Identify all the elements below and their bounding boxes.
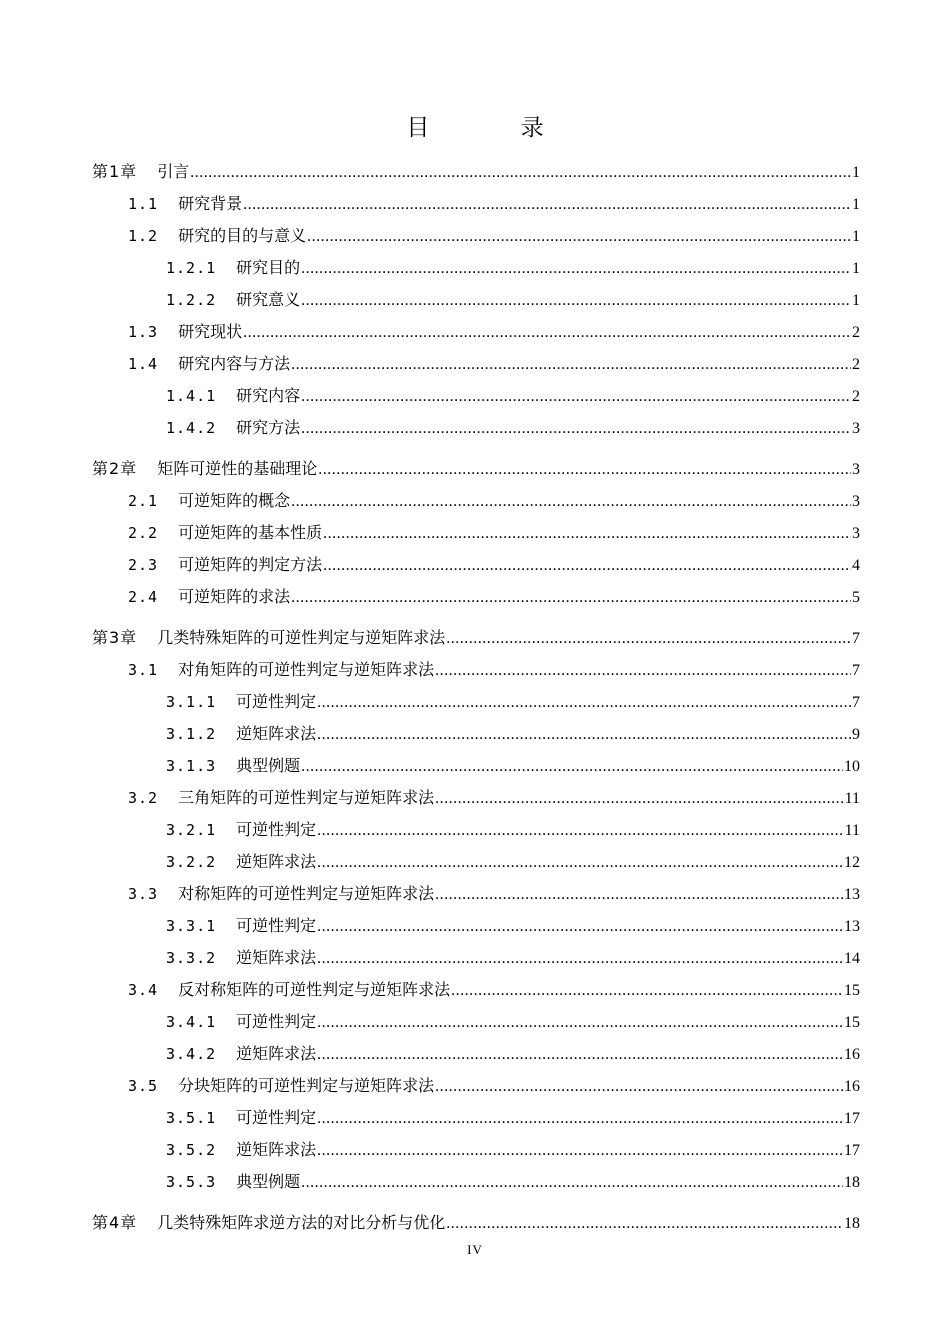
entry-number: 3.4.1 [166, 1013, 217, 1031]
toc-entry-subsection[interactable] [92, 1006, 860, 1038]
table-of-contents [92, 156, 860, 1239]
entry-page: 10 [844, 758, 860, 775]
entry-page: 3 [852, 525, 860, 542]
dot-leader [317, 1102, 843, 1135]
toc-entry-section[interactable] [92, 188, 860, 220]
entry-page: 3 [852, 461, 860, 478]
toc-entry-subsection[interactable] [92, 1102, 860, 1134]
entry-label: 研究内容与方法 [178, 354, 291, 373]
entry-label: 可逆矩阵的概念 [178, 491, 291, 510]
entry-number: 2.3 [128, 556, 159, 574]
entry-page: 15 [844, 1014, 860, 1031]
entry-page: 13 [844, 918, 860, 935]
entry-page: 18 [844, 1174, 860, 1191]
entry-label: 逆矩阵求法 [236, 1140, 317, 1159]
entry-label: 三角矩阵的可逆性判定与逆矩阵求法 [178, 788, 435, 807]
entry-number: 第3章 [92, 628, 138, 647]
dot-leader [243, 316, 851, 349]
entry-number: 3.1.2 [166, 725, 217, 743]
dot-leader [446, 1207, 843, 1240]
entry-number: 3.1.1 [166, 693, 217, 711]
toc-entry-subsection[interactable] [92, 750, 860, 782]
entry-label: 可逆性判定 [236, 1012, 317, 1031]
entry-label: 研究方法 [236, 418, 301, 437]
dot-leader [317, 910, 843, 943]
entry-number: 3.3 [128, 885, 159, 903]
toc-entry-subsection[interactable] [92, 942, 860, 974]
toc-entry-section[interactable] [92, 517, 860, 549]
dot-leader [317, 1134, 843, 1167]
entry-page: 7 [852, 694, 860, 711]
dot-leader [301, 380, 851, 413]
entry-number: 第1章 [92, 162, 138, 181]
entry-label: 对角矩阵的可逆性判定与逆矩阵求法 [178, 660, 435, 679]
entry-number: 2.4 [128, 588, 159, 606]
dot-leader [301, 750, 843, 783]
dot-leader [317, 846, 843, 879]
toc-title: 目 录 [406, 115, 586, 141]
entry-page: 1 [852, 164, 860, 181]
entry-number: 1.4 [128, 355, 159, 373]
dot-leader [291, 485, 851, 518]
entry-page: 14 [844, 950, 860, 967]
entry-label: 对称矩阵的可逆性判定与逆矩阵求法 [178, 884, 435, 903]
toc-entry-subsection[interactable] [92, 718, 860, 750]
entry-label: 可逆性判定 [236, 916, 317, 935]
entry-number: 1.2.1 [166, 259, 217, 277]
dot-leader [291, 581, 851, 614]
entry-label: 研究目的 [236, 258, 301, 277]
entry-number: 1.4.1 [166, 387, 217, 405]
entry-page: 1 [852, 260, 860, 277]
toc-entry-section[interactable] [92, 654, 860, 686]
dot-leader [318, 453, 851, 486]
entry-label: 可逆矩阵的判定方法 [178, 555, 323, 574]
toc-entry-section[interactable] [92, 782, 860, 814]
toc-entry-section[interactable] [92, 485, 860, 517]
entry-page: 3 [852, 493, 860, 510]
entry-page: 1 [852, 292, 860, 309]
toc-entry-section[interactable] [92, 549, 860, 581]
dot-leader [317, 1006, 843, 1039]
toc-entry-section[interactable] [92, 878, 860, 910]
entry-page: 11 [844, 790, 860, 807]
dot-leader [317, 942, 843, 975]
toc-entry-section[interactable] [92, 581, 860, 613]
entry-label: 典型例题 [236, 1172, 301, 1191]
entry-page: 15 [844, 982, 860, 999]
toc-entry-chapter-4[interactable] [92, 1207, 860, 1239]
entry-label: 可逆矩阵的基本性质 [178, 523, 323, 542]
entry-label: 矩阵可逆性的基础理论 [157, 459, 318, 478]
toc-entry-subsection[interactable] [92, 686, 860, 718]
dot-leader [317, 718, 851, 751]
entry-page: 2 [852, 356, 860, 373]
entry-label: 几类特殊矩阵的可逆性判定与逆矩阵求法 [157, 628, 446, 647]
toc-entry-subsection[interactable] [92, 252, 860, 284]
entry-number: 第2章 [92, 459, 138, 478]
dot-leader [435, 654, 851, 687]
entry-number: 3.1.3 [166, 757, 217, 775]
dot-leader [317, 814, 843, 847]
entry-label: 分块矩阵的可逆性判定与逆矩阵求法 [178, 1076, 435, 1095]
entry-label: 可逆矩阵的求法 [178, 587, 291, 606]
entry-page: 3 [852, 420, 860, 437]
entry-page: 7 [852, 630, 860, 647]
entry-label: 可逆性判定 [236, 1108, 317, 1127]
toc-entry-subsection[interactable] [92, 1166, 860, 1198]
entry-page: 7 [852, 662, 860, 679]
entry-number: 1.2 [128, 227, 159, 245]
entry-label: 研究现状 [178, 322, 243, 341]
dot-leader [291, 348, 851, 381]
entry-page: 16 [844, 1046, 860, 1063]
dot-leader [301, 284, 851, 317]
dot-leader [190, 156, 851, 189]
dot-leader [435, 1070, 843, 1103]
entry-label: 逆矩阵求法 [236, 852, 317, 871]
entry-number: 3.2 [128, 789, 159, 807]
entry-number: 第4章 [92, 1213, 138, 1232]
dot-leader [307, 220, 851, 253]
entry-number: 3.2.1 [166, 821, 217, 839]
dot-leader [317, 686, 851, 719]
dot-leader [301, 252, 851, 285]
toc-entry-chapter-3[interactable] [92, 622, 860, 654]
entry-number: 1.2.2 [166, 291, 217, 309]
entry-label: 引言 [157, 162, 190, 181]
entry-label: 逆矩阵求法 [236, 724, 317, 743]
entry-number: 3.3.2 [166, 949, 217, 967]
entry-number: 2.1 [128, 492, 159, 510]
toc-entry-subsection[interactable] [92, 910, 860, 942]
dot-leader [243, 188, 851, 221]
toc-entry-chapter-1[interactable] [92, 156, 860, 188]
entry-page: 4 [852, 557, 860, 574]
entry-number: 3.1 [128, 661, 159, 679]
entry-page: 1 [852, 196, 860, 213]
entry-label: 可逆性判定 [236, 692, 317, 711]
entry-page: 9 [852, 726, 860, 743]
entry-page: 13 [844, 886, 860, 903]
dot-leader [317, 1038, 843, 1071]
entry-number: 3.4.2 [166, 1045, 217, 1063]
toc-entry-subsection[interactable] [92, 380, 860, 412]
entry-label: 逆矩阵求法 [236, 948, 317, 967]
dot-leader [301, 412, 851, 445]
entry-label: 可逆性判定 [236, 820, 317, 839]
entry-number: 3.5.1 [166, 1109, 217, 1127]
toc-entry-subsection[interactable] [92, 1038, 860, 1070]
entry-page: 2 [852, 388, 860, 405]
entry-label: 研究背景 [178, 194, 243, 213]
entry-number: 1.3 [128, 323, 159, 341]
entry-number: 3.3.1 [166, 917, 217, 935]
toc-entry-section[interactable] [92, 316, 860, 348]
toc-entry-subsection[interactable] [92, 846, 860, 878]
entry-label: 逆矩阵求法 [236, 1044, 317, 1063]
entry-page: 11 [844, 822, 860, 839]
entry-page: 2 [852, 324, 860, 341]
dot-leader [435, 782, 843, 815]
entry-page: 12 [844, 854, 860, 871]
page-footer-number: IV [467, 1242, 483, 1257]
dot-leader [301, 1166, 843, 1199]
toc-entry-subsection[interactable] [92, 1134, 860, 1166]
dot-leader [323, 549, 851, 582]
entry-label: 典型例题 [236, 756, 301, 775]
entry-label: 研究的目的与意义 [178, 226, 307, 245]
dot-leader [451, 974, 843, 1007]
toc-entry-subsection[interactable] [92, 814, 860, 846]
toc-entry-section[interactable] [92, 1070, 860, 1102]
toc-entry-section[interactable] [92, 348, 860, 380]
toc-entry-section[interactable] [92, 974, 860, 1006]
entry-label: 研究内容 [236, 386, 301, 405]
entry-page: 1 [852, 228, 860, 245]
entry-number: 3.5.3 [166, 1173, 217, 1191]
dot-leader [435, 878, 843, 911]
toc-entry-section[interactable] [92, 220, 860, 252]
toc-entry-chapter-2[interactable] [92, 453, 860, 485]
dot-leader [446, 622, 851, 655]
toc-entry-subsection[interactable] [92, 284, 860, 316]
entry-page: 16 [844, 1078, 860, 1095]
entry-number: 3.4 [128, 981, 159, 999]
entry-number: 3.5.2 [166, 1141, 217, 1159]
entry-label: 研究意义 [236, 290, 301, 309]
entry-number: 1.4.2 [166, 419, 217, 437]
entry-number: 3.2.2 [166, 853, 217, 871]
entry-page: 18 [844, 1215, 860, 1232]
entry-label: 反对称矩阵的可逆性判定与逆矩阵求法 [178, 980, 451, 999]
entry-number: 3.5 [128, 1077, 159, 1095]
entry-label: 几类特殊矩阵求逆方法的对比分析与优化 [157, 1213, 446, 1232]
entry-page: 17 [844, 1110, 860, 1127]
entry-page: 17 [844, 1142, 860, 1159]
entry-number: 1.1 [128, 195, 159, 213]
entry-number: 2.2 [128, 524, 159, 542]
toc-entry-subsection[interactable] [92, 412, 860, 444]
dot-leader [323, 517, 851, 550]
entry-page: 5 [852, 589, 860, 606]
